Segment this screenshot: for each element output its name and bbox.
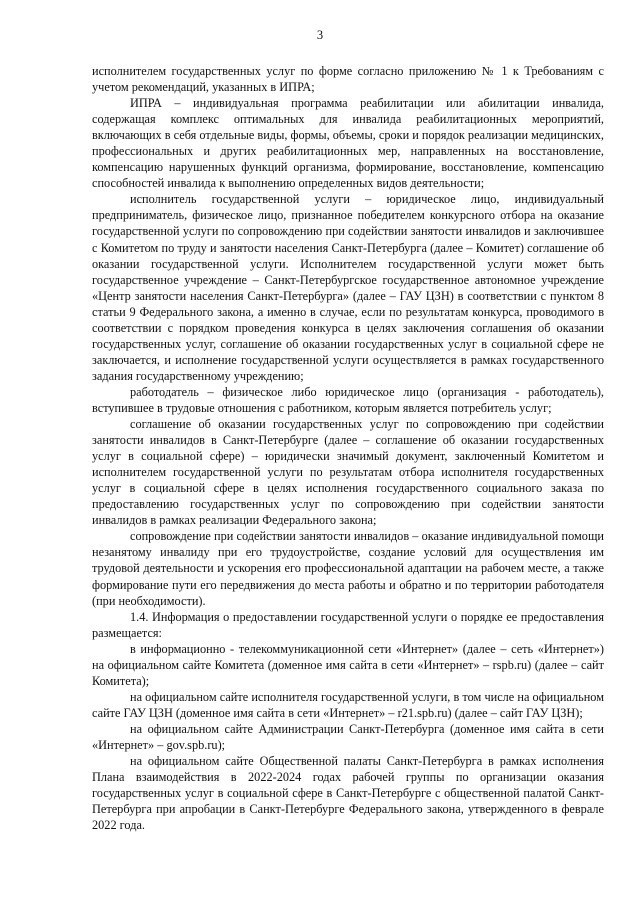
paragraph: исполнитель государственной услуги – юридическое лицо, индивидуальный предприниматель, физическое лицо, признанное победителем конкурсного отбора на оказание государственной услуги по сопровождению при содействии занятости инвалидов и заключившее с Комитетом по труду и занятости населения Санкт-Петербурга (далее – Комитет) соглашение об оказании государственной услуги. Исполнителем государственной услуги может быть государственное учреждение – Санкт-Петербургское государственное автономное учреждение «Центр занятости населения Санкт-Петербурга» (далее – ГАУ ЦЗН) в соответствии с пунктом 8 статьи 9 Федерального закона, а именно в случае, если по результатам конкурса, проводимого в соответствии с порядком проведения конкурса в целях заключения соглашения об оказании государственных услуг, соглашение об оказании государственных услуг в социальной сфере не заключается, и исполнение государственной услуги осуществляется в рамках государственного задания государственному учреждению;: [92, 192, 604, 383]
paragraph: соглашение об оказании государственных услуг по сопровождению при содействии занятости инвалидов в Санкт-Петербурге (далее – соглашение об оказании государственных услуг в социальной сфере) – юридически значимый документ, заключенный Комитетом и исполнителем государственной услуги по результатам отбора исполнителя государственных услуг в социальной сфере в целях исполнения государственного социального заказа по предоставлению государственных услуг по сопровождению при содействии занятости инвалидов в рамках реализации Федерального закона;: [92, 417, 604, 528]
paragraph: на официальном сайте исполнителя государственной услуги, в том числе на официальном сайте ГАУ ЦЗН (доменное имя сайта в сети «Интернет» – r21.spb.ru) (далее – сайт ГАУ ЦЗН);: [92, 689, 604, 720]
paragraph: 1.4. Информация о предоставлении государственной услуги о порядке ее предоставления размещается:: [92, 609, 604, 640]
paragraph: ИПРА – индивидуальная программа реабилитации или абилитации инвалида, содержащая комплекс оптимальных для инвалида реабилитационных мероприятий, включающих в себя отдельные виды, формы, объемы, сроки и порядок реализации медицинских, профессиональных и других реабилитационных мер, направленных на восстановление, компенсацию нарушенных функций организма, формирование, восстановление, компенсацию способностей инвалида к выполнению определенных видов деятельности;: [92, 96, 604, 191]
paragraph: сопровождение при содействии занятости инвалидов – оказание индивидуальной помощи незанятому инвалиду при его трудоустройстве, создание условий для осуществления им трудовой деятельности и ускорения его профессиональной адаптации на рабочем месте, а также формирование пути его передвижения до места работы и обратно и по территории работодателя (при необходимости).: [92, 529, 604, 608]
paragraph: на официальном сайте Администрации Санкт-Петербурга (доменное имя сайта в сети «Интернет» – gov.spb.ru);: [92, 721, 604, 752]
document-body: [92, 63, 604, 833]
paragraph: работодатель – физическое либо юридическое лицо (организация - работодатель), вступившее в трудовые отношения с работником, которым является потребитель услуг;: [92, 384, 604, 415]
paragraph: исполнителем государственных услуг по форме согласно приложению № 1 к Требованиям с учетом рекомендаций, указанных в ИПРА;: [92, 64, 604, 95]
paragraph: в информационно - телекоммуникационной сети «Интернет» (далее – сеть «Интернет») на официальном сайте Комитета (доменное имя сайта в сети «Интернет» – rspb.ru) (далее – сайт Комитета);: [92, 641, 604, 688]
page-number: 3: [316, 28, 324, 42]
paragraph: на официальном сайте Общественной палаты Санкт-Петербурга в рамках исполнения Плана взаимодействия в 2022-2024 годах рабочей группы по организации оказания государственных услуг в социальной сфере в Санкт-Петербурге с общественной палатой Санкт-Петербурга при апробации в Санкт-Петербурге Федерального закона, утвержденного в феврале 2022 года.: [92, 754, 604, 833]
